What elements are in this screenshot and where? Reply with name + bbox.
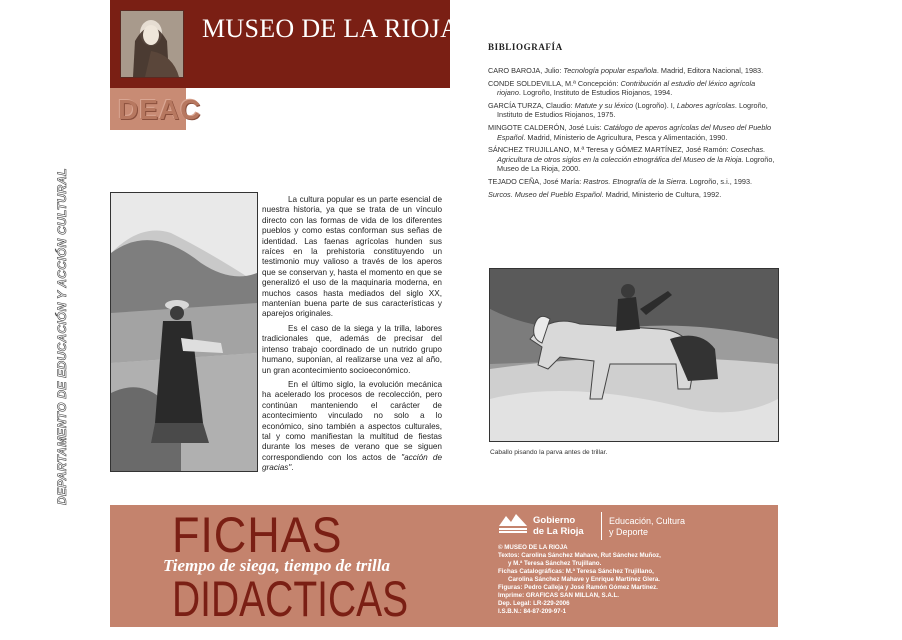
credit-line: Imprime: GRAFICAS SAN MILLAN, S.A.L. xyxy=(498,592,620,599)
accion-de-gracias-quote: "acción de gracias" xyxy=(262,452,442,473)
credit-line: Carolina Sánchez Mahave y Enrique Martínez Glera. xyxy=(508,576,660,583)
entry-title: Contribución al estudio del léxico agrícola riojano xyxy=(497,78,756,98)
entry-author: CONDE SOLDEVILLA, M.ª Concepción: xyxy=(488,78,621,88)
credit-line: I.S.B.N.: 84-87-209-97-1 xyxy=(498,608,567,615)
entry-author: TEJADO CEÑA, José María: xyxy=(488,176,584,186)
entry-title: Rastros. Etnografía de la Sierra xyxy=(583,176,686,186)
bibliography-heading: BIBLIOGRAFÍA xyxy=(488,42,563,52)
entry-title: Matute y su léxico xyxy=(574,100,634,110)
entry-publisher: . Logroño, s.i., 1993. xyxy=(685,176,753,186)
entry-publisher: . Madrid, Editora Nacional, 1983. xyxy=(656,66,764,75)
entry-publisher: . Logroño, Museo de La Rioja, 2000. xyxy=(497,154,775,174)
didacticas-title: DIDACTICAS xyxy=(172,571,409,627)
entry-title: Cosechas. Agricultura de otros siglos en la colección etnográfica del Museo de la Rioja xyxy=(497,145,766,164)
gobierno-rioja-logo-icon xyxy=(498,512,528,534)
intro-paragraph-text: En el último siglo, la evolución mecánica ha acelerado los procesos de recolección, pero continúan manteniendo el carácter de acontecimiento vinculado no solo a lo económico, sino también a aspectos culturales, tal y como manifiestan la multitud de fiestas durante los meses de verano que se siguen correspondiendo con los actos de xyxy=(262,379,442,462)
entry-author: SÁNCHEZ TRUJILLANO, M.ª Teresa y GÓMEZ MARTÍNEZ, José Ramón: xyxy=(488,145,731,155)
entry-publisher: . Logroño, Instituto de Estudios Riojanos, 1975. xyxy=(497,100,768,120)
intro-text xyxy=(262,195,442,478)
logo-divider xyxy=(601,512,602,540)
entry-title: Catálogo de aperos agrícolas del Museo del Pueblo Español xyxy=(497,122,772,142)
closing-period: . xyxy=(291,463,294,473)
fichas-subtitle: Tiempo de siega, tiempo de trilla xyxy=(163,556,390,575)
bibliography-entry xyxy=(488,66,778,76)
photo-caption: Caballo pisando la parva antes de trillar. xyxy=(490,449,608,456)
entry-publisher: . Madrid, Ministerio de Agricultura, Pesca y Alimentación, 1990. xyxy=(523,132,728,142)
entry-title: Labores agrícolas xyxy=(676,100,735,110)
horse-threshing-photo xyxy=(489,268,779,442)
deac-badge-label: DEAC xyxy=(118,94,202,125)
intro-paragraph: La cultura popular es un parte esencial de nuestra historia, ya que se trata de un vínculo directo con las formas de vida de los diferentes pueblos y como estas conforman sus señas de identidad. Las faenas agrícolas hunden sus raíces en la prehistoria constituyendo un testimonio muy valioso a través de los aperos que se conservan y, hasta el momento en que se generalizó el uso de la maquinaria moderna, en muchos casos hasta mediados del siglo XX, mantenían buena parte de sus características y aparejos originales. xyxy=(262,195,442,319)
museum-title: MUSEO DE LA RIOJA xyxy=(202,14,460,43)
entry-publisher: . Logroño, Instituto de Estudios Riojanos, 1994. xyxy=(518,88,673,98)
header-portrait-image xyxy=(120,10,184,78)
gobierno-line: de La Rioja xyxy=(533,526,584,537)
entry-title: Tecnología popular española xyxy=(563,66,657,75)
department-line: Educación, Cultura xyxy=(609,516,686,526)
credit-line: Fichas Catalográficas: M.ª Teresa Sánchez Trujillano, xyxy=(498,568,654,575)
department-vertical-label: DEPARTAMENTO DE EDUCACIÓN Y ACCIÓN CULTURAL xyxy=(55,168,69,505)
credit-line: y M.ª Teresa Sánchez Trujillano. xyxy=(508,560,602,567)
credit-line: Dep. Legal: LR-229-2006 xyxy=(498,600,570,607)
credits-block xyxy=(498,544,773,616)
department-line: y Deporte xyxy=(609,527,649,537)
bibliography-entry xyxy=(488,123,778,142)
bibliography-entry xyxy=(488,145,778,174)
bibliography-list xyxy=(488,66,778,202)
credit-line: Textos: Carolina Sánchez Mahave, Rut Sánchez Muñoz, xyxy=(498,552,661,559)
entry-publisher: (Logroño). I, xyxy=(633,100,677,110)
bibliography-entry xyxy=(488,177,778,187)
bibliography-entry xyxy=(488,190,778,200)
entry-author: MINGOTE CALDERÓN, José Luis: xyxy=(488,122,604,132)
credit-line: © MUSEO DE LA RIOJA xyxy=(498,544,568,551)
bibliography-entry xyxy=(488,79,778,98)
gobierno-line: Gobierno xyxy=(533,515,576,526)
credit-line: Figuras: Pedro Calleja y José Ramón Gómez Martínez. xyxy=(498,584,658,591)
department-name xyxy=(609,516,685,538)
gobierno-name xyxy=(533,515,584,537)
intro-paragraph xyxy=(262,380,442,474)
harvest-woman-photo xyxy=(110,192,258,472)
entry-publisher: . Madrid, Ministerio de Cultura, 1992. xyxy=(601,189,722,199)
intro-paragraph: Es el caso de la siega y la trilla, labores tradicionales que, además de precisar del intenso trabajo coordinado de un nutrido grupo humano, suponían, al realizarse una vez al año, un gran acontecimiento socioeconómico. xyxy=(262,323,442,375)
entry-author: CARO BAROJA, Julio: xyxy=(488,66,564,75)
entry-author: GARCÍA TURZA, Claudio: xyxy=(488,100,575,110)
bibliography-entry xyxy=(488,101,778,120)
fichas-title: FICHAS xyxy=(172,507,343,563)
entry-title: Surcos. Museo del Pueblo Español xyxy=(488,189,602,199)
